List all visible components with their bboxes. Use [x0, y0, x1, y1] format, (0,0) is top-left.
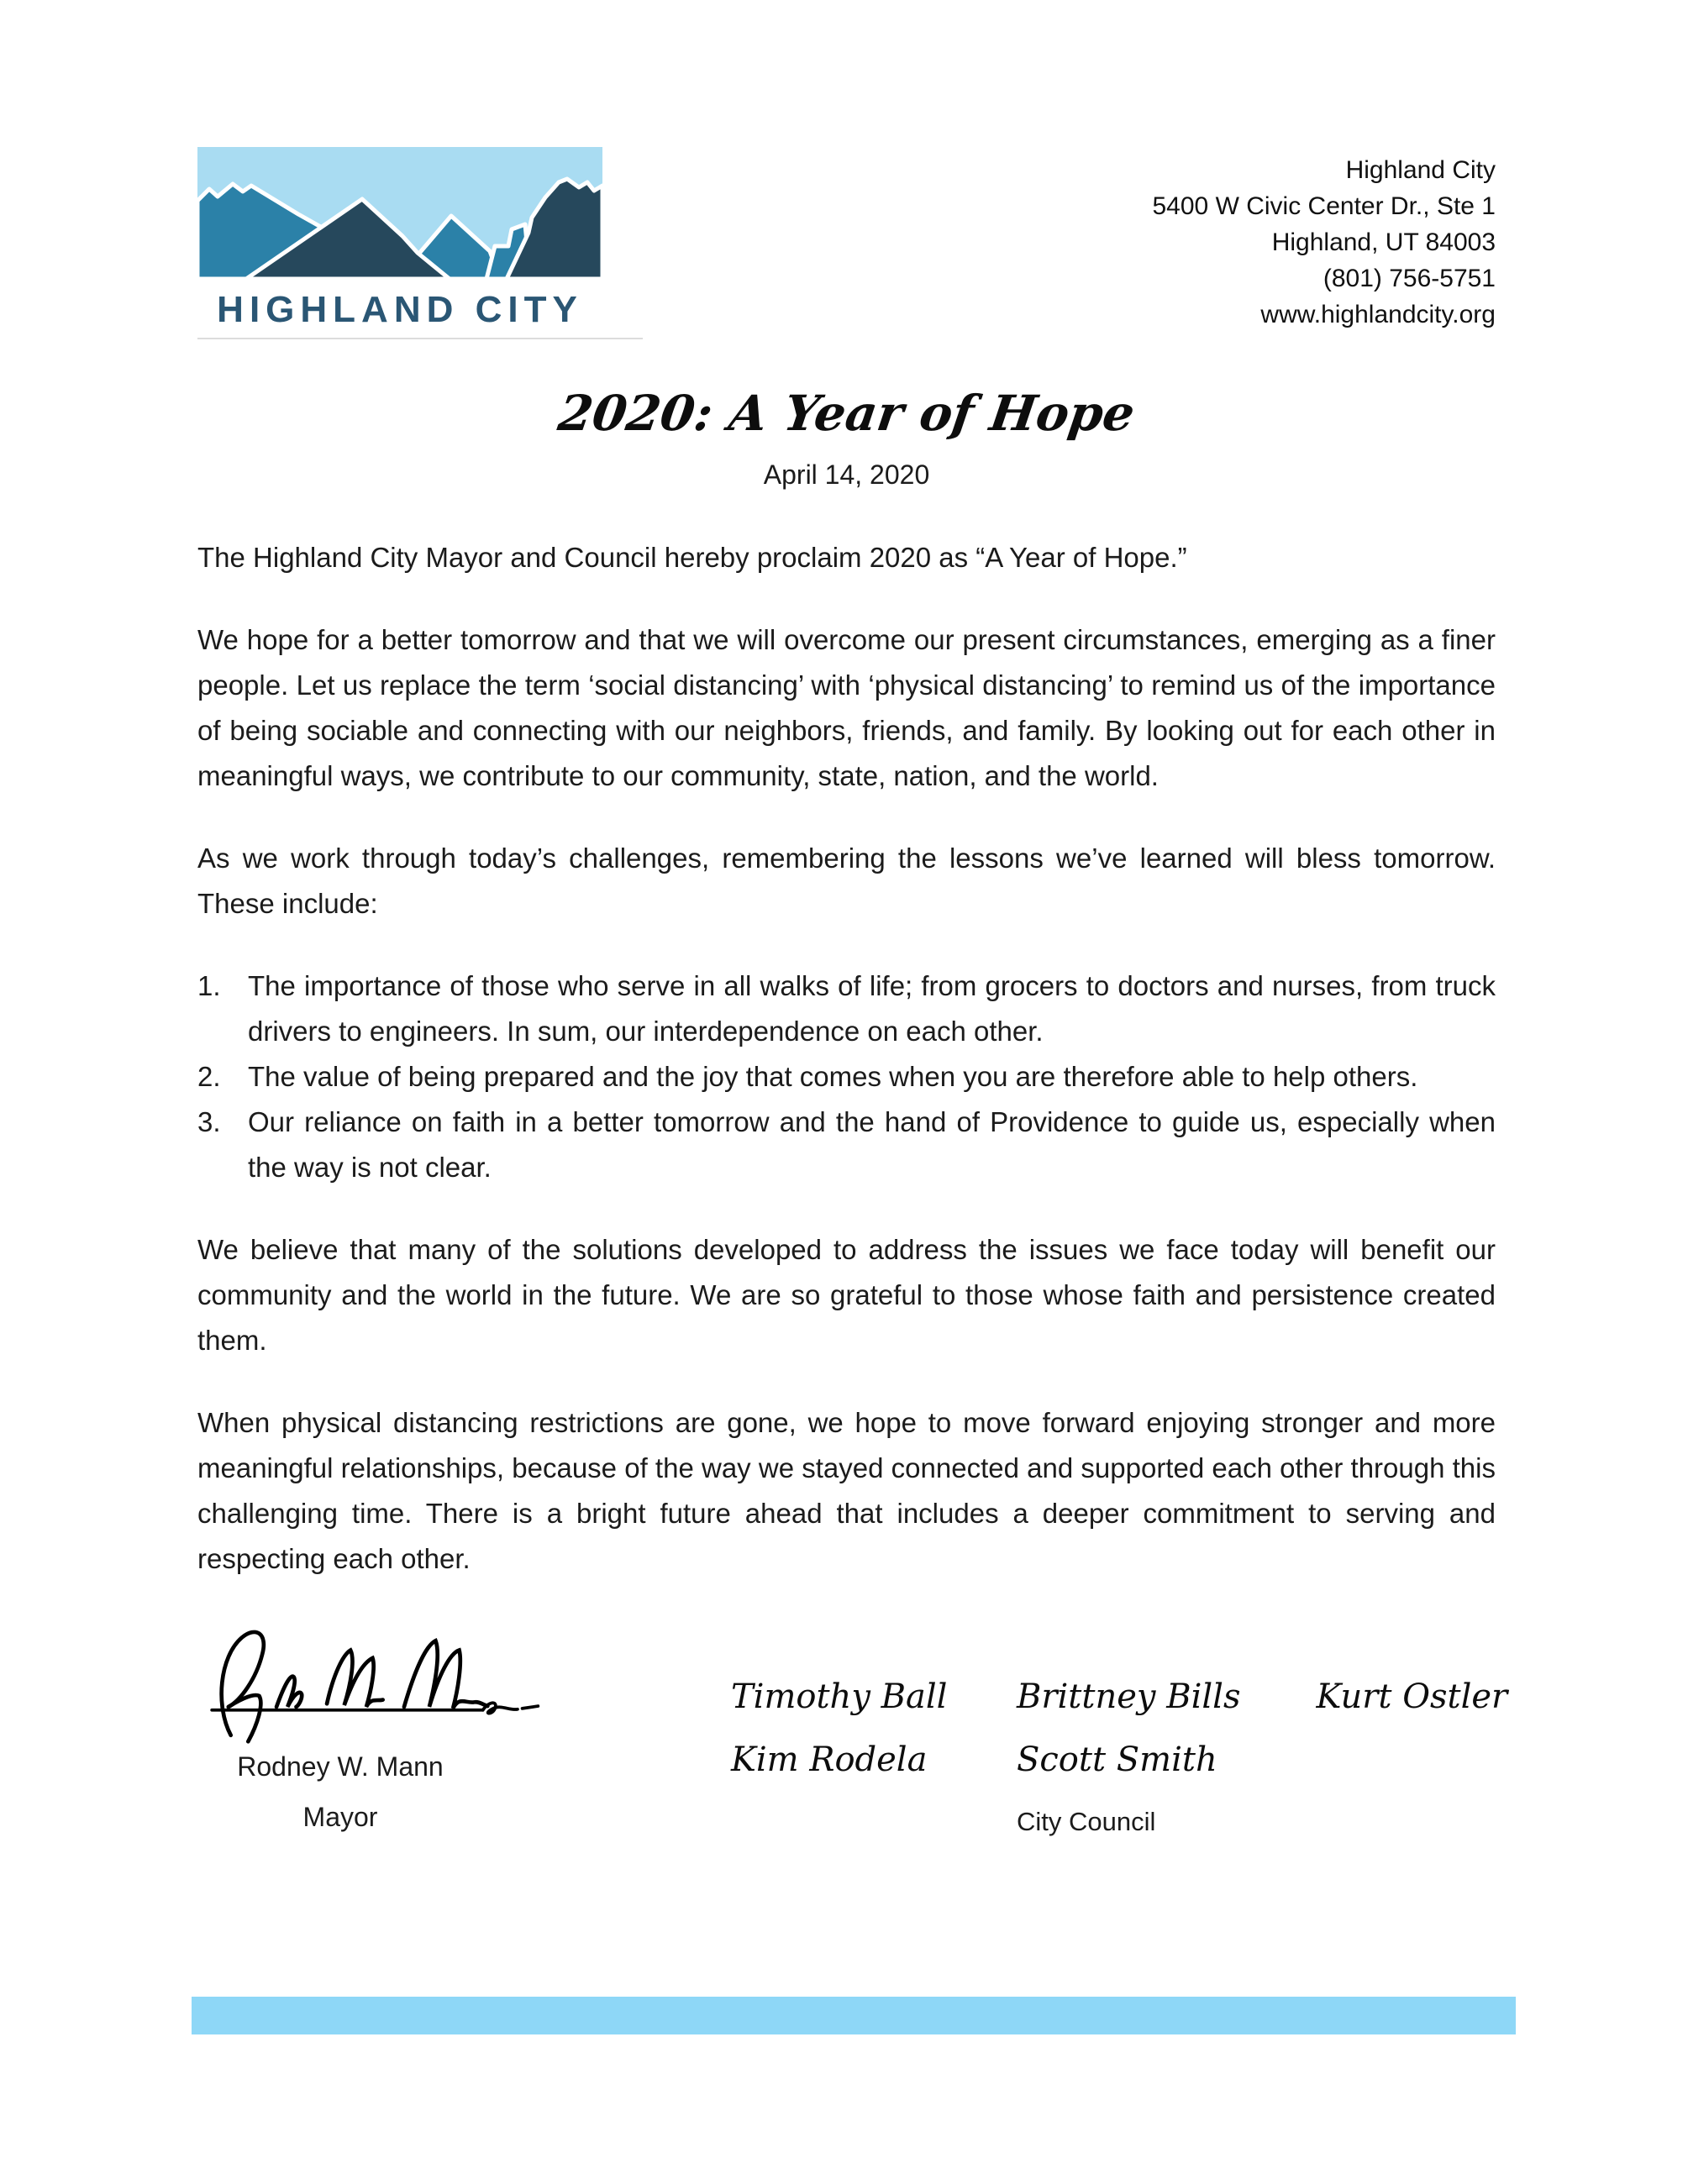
- letter-title: 2020: A Year of Hope: [555, 385, 1138, 442]
- address-line-state: Highland, UT 84003: [1271, 228, 1496, 256]
- council-column-1: [731, 1619, 948, 1792]
- mayor-name-block: [197, 1748, 483, 1835]
- letterhead: [197, 147, 1496, 339]
- paragraph-lessons-intro: As we work through today’s challenges, remembering the lessons we’ve learned will bless tomorrow. These include:: [197, 843, 1496, 919]
- paragraph-proclamation: The Highland City Mayor and Council hereby proclaim 2020 as “A Year of Hope.”: [197, 542, 1187, 573]
- paragraph-solutions: We believe that many of the solutions developed to address the issues we face today will benefit our community and the world in the future. We are so grateful to those whose faith and persistence created them.: [197, 1234, 1496, 1356]
- address-line-phone: (801) 756-5751: [1323, 265, 1496, 292]
- paragraph-hope: We hope for a better tomorrow and that we will overcome our present circumstances, emerging as a finer people. Let us replace the term ‘social distancing’ with ‘physical distancing’ to remind us of the importance of being sociable and connecting with our neighbors, friends, and family. By looking out for each other in meaningful ways, we contribute to our community, state, nation, and the world.: [197, 624, 1496, 791]
- address-line-street: 5400 W Civic Center Dr., Ste 1: [1152, 192, 1496, 220]
- council-member-name: Kurt Ostler: [1316, 1677, 1508, 1716]
- list-item-text: The value of being prepared and the joy that comes when you are therefore able to help others.: [248, 1061, 1418, 1092]
- footer-accent-bar: [192, 1997, 1516, 2034]
- lessons-list: [197, 963, 1496, 1190]
- mountain-logo-icon: [197, 147, 602, 279]
- list-item-text: The importance of those who serve in all walks of life; from grocers to doctors and nurses, from truck drivers to engineers. In sum, our interdependence on each other.: [248, 970, 1496, 1047]
- list-item: [197, 963, 1496, 1054]
- letter-date: April 14, 2020: [763, 459, 930, 490]
- list-item: [197, 1054, 1496, 1100]
- logo-wordmark: HIGHLAND CITY: [217, 289, 583, 330]
- council-member-name: Brittney Bills: [1017, 1677, 1241, 1716]
- council-member-name: Scott Smith: [1017, 1740, 1217, 1779]
- council-label: City Council: [1017, 1807, 1156, 1836]
- logo-underline: [197, 338, 643, 339]
- mayor-signature: [197, 1619, 559, 1745]
- address-block: [1153, 147, 1496, 333]
- list-item: [197, 1100, 1496, 1190]
- mayor-signature-block: [197, 1619, 559, 1835]
- signature-section: [197, 1619, 1508, 1840]
- council-member-name: Timothy Ball: [731, 1677, 948, 1716]
- paragraph-future: When physical distancing restrictions are gone, we hope to move forward enjoying stronger and more meaningful relationships, because of the way we stayed connected and supported each other through this challenging time. There is a bright future ahead that includes a deeper commitment to serving and respecting each other.: [197, 1407, 1496, 1574]
- logo: [197, 147, 643, 339]
- council-member-name: Kim Rodela: [731, 1740, 928, 1779]
- list-number: 3.: [197, 1106, 221, 1137]
- mayor-name: Rodney W. Mann: [237, 1751, 444, 1782]
- council-column-2: [1017, 1619, 1241, 1840]
- list-item-text: Our reliance on faith in a better tomorrow and the hand of Providence to guide us, especially when the way is not clear.: [248, 1106, 1496, 1183]
- council-column-3: [1317, 1619, 1508, 1729]
- list-number: 2.: [197, 1061, 221, 1092]
- list-number: 1.: [197, 970, 221, 1001]
- address-line-city: Highland City: [1345, 156, 1496, 184]
- address-line-website: www.highlandcity.org: [1260, 301, 1496, 328]
- mayor-title: Mayor: [302, 1802, 378, 1832]
